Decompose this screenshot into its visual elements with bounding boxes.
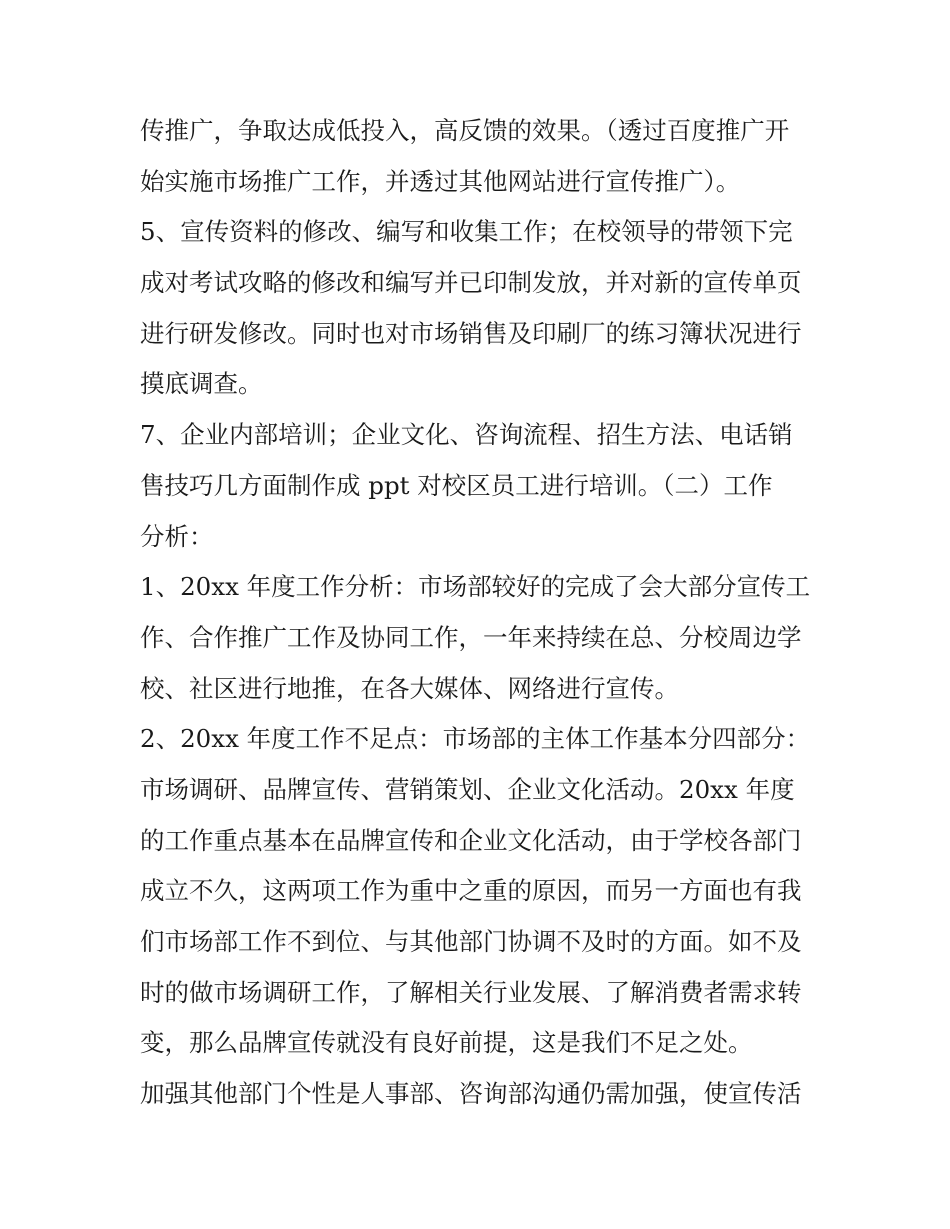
text-line: 加强其他部门个性是人事部、咨询部沟通仍需加强，使宣传活 — [140, 1079, 802, 1109]
paragraph-item-5 — [140, 207, 820, 410]
text-line: 的工作重点基本在品牌宣传和企业文化活动，由于学校各部门 — [140, 825, 802, 855]
paragraph-strengthen — [140, 1069, 820, 1120]
text-line: 7、企业内部培训；企业文化、咨询流程、招生方法、电话销 — [140, 420, 793, 450]
text-line: 分析： — [140, 521, 214, 551]
paragraph-analysis-1 — [140, 562, 820, 714]
paragraph-analysis-2 — [140, 714, 820, 1069]
text-line: 摸底调查。 — [140, 369, 263, 399]
text-line: 校、社区进行地推，在各大媒体、网络进行宣传。 — [140, 673, 679, 703]
text-line: 成立不久，这两项工作为重中之重的原因，而另一方面也有我 — [140, 876, 802, 906]
text-line: 市场调研、品牌宣传、营销策划、企业文化活动。20xx 年度 — [140, 774, 795, 804]
text-line: 成对考试攻略的修改和编写并已印制发放，并对新的宣传单页 — [140, 268, 802, 298]
text-line: 1、20xx 年度工作分析：市场部较好的完成了会大部分宣传工 — [140, 572, 811, 602]
text-line: 5、宣传资料的修改、编写和收集工作；在校领导的带领下完 — [140, 217, 793, 247]
document-body — [140, 106, 820, 1120]
text-line: 进行研发修改。同时也对市场销售及印刷厂的练习簿状况进行 — [140, 318, 802, 348]
text-line: 始实施市场推广工作，并透过其他网站进行宣传推广）。 — [140, 166, 741, 196]
paragraph-promotion — [140, 106, 820, 207]
paragraph-item-7 — [140, 410, 820, 562]
text-line: 变，那么品牌宣传就没有良好前提，这是我们不足之处。 — [140, 1028, 753, 1058]
text-line: 2、20xx 年度工作不足点：市场部的主体工作基本分四部分： — [140, 724, 811, 754]
text-line: 传推广，争取达成低投入，高反馈的效果。（透过百度推广开 — [140, 116, 790, 145]
text-line: 作、合作推广工作及协同工作，一年来持续在总、分校周边学 — [140, 622, 802, 652]
text-line: 售技巧几方面制作成 ppt 对校区员工进行培训。（二）工作 — [140, 470, 773, 500]
text-line: 们市场部工作不到位、与其他部门协调不及时的方面。如不及 — [140, 927, 802, 956]
text-line: 时的做市场调研工作，了解相关行业发展、了解消费者需求转 — [140, 977, 802, 1007]
